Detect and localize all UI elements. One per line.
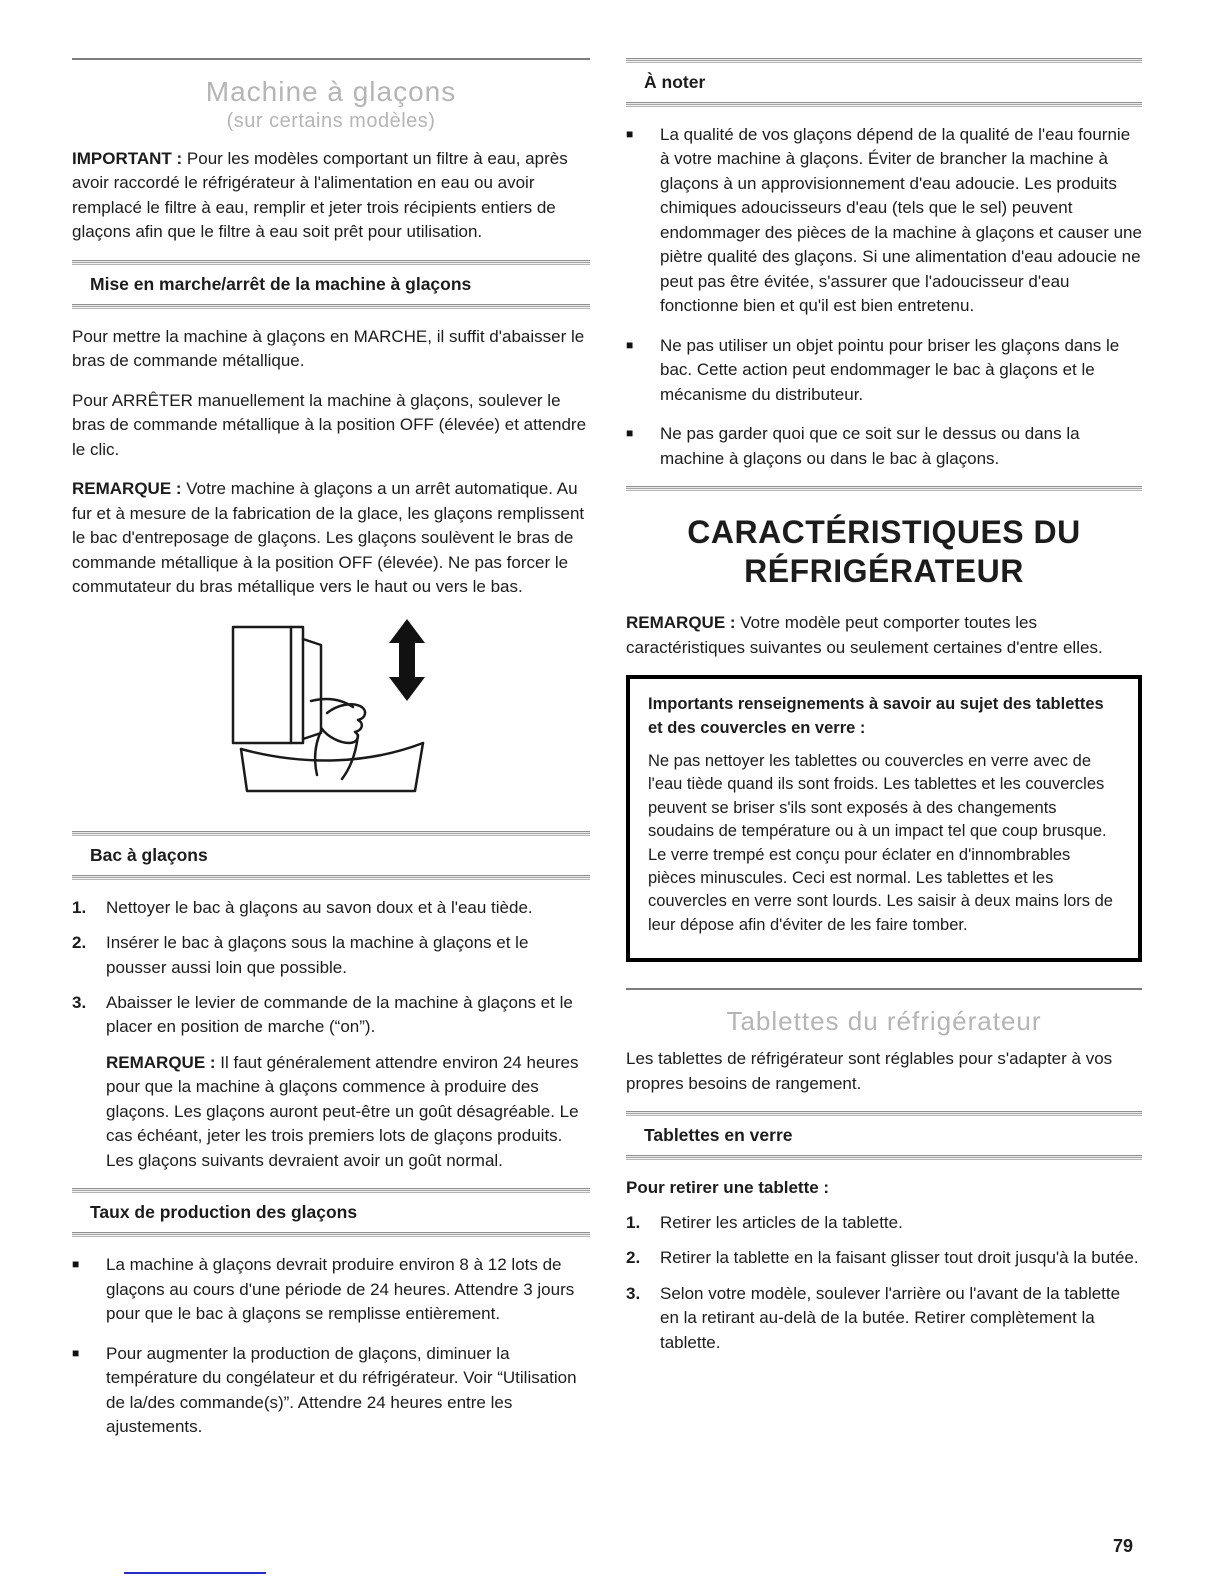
list-item: 3. Abaisser le levier de commande de la machine à glaçons et le placer en position de marche (“on”). <box>72 991 590 1040</box>
divider <box>72 1232 590 1237</box>
list-number: 1. <box>72 897 87 917</box>
paragraph-features-note: REMARQUE : Votre modèle peut comporter toutes les caractéristiques suivantes ou seulement certaines d'entre elles. <box>626 613 1103 657</box>
paragraph-ice-bin-note: REMARQUE : Il faut généralement attendre environ 24 heures pour que la machine à glaçons commence à produire des glaçons. Les glaçons auront peut-être un goût désagréable. Le cas échéant, jeter les trois premiers lots de glaçons produits. Les glaçons suivants devraient avoir un goût normal. <box>106 1052 579 1170</box>
divider <box>626 988 1142 990</box>
section-title-shelves: Tablettes du réfrigérateur <box>726 1006 1042 1037</box>
bullet-item: ■ Pour augmenter la production de glaçons, diminuer la température du congélateur et du réfrigérateur. Voir “Utilisation de la/des commande(s)”. Attendre 24 heures entre les ajustements. <box>72 1342 590 1440</box>
important-label: IMPORTANT : <box>72 149 183 168</box>
production-bullets <box>72 1253 590 1439</box>
section-production <box>72 1188 590 1237</box>
section-heading-notes: À noter <box>644 72 706 92</box>
bullet-icon: ■ <box>626 426 634 441</box>
remark-label: REMARQUE : <box>626 613 736 633</box>
bullet-icon: ■ <box>72 1345 80 1360</box>
bullet-icon: ■ <box>72 1257 80 1272</box>
list-item: 1. Nettoyer le bac à glaçons au savon doux et à l'eau tiède. <box>72 896 590 920</box>
remark-label: REMARQUE : <box>106 1052 216 1072</box>
list-number: 2. <box>626 1248 641 1268</box>
bullet-icon: ■ <box>626 337 634 352</box>
bullet-item: ■ Ne pas utiliser un objet pointu pour briser les glaçons dans le bac. Cette action peut endommager le bac à glaçons et le mécanisme du distributeur. <box>626 334 1142 407</box>
list-item: 2. Retirer la tablette en la faisant glisser tout droit jusqu'à la butée. <box>626 1246 1142 1270</box>
section-title-ice-maker: Machine à glaçons <box>205 76 457 107</box>
list-number: 2. <box>72 933 87 953</box>
section-heading-ice-bin: Bac à glaçons <box>90 844 208 865</box>
paragraph-important: IMPORTANT : Pour les modèles comportant un filtre à eau, après avoir raccordé le réfrigérateur à l'alimentation en eau ou avoir remplacé le filtre à eau, remplir et jeter trois récipients entiers de glaçons afin que le filtre à eau soit prêt pour utilisation. <box>72 149 568 242</box>
remove-shelf-heading: Pour retirer une tablette : <box>626 1178 830 1198</box>
bullet-item: ■ La machine à glaçons devrait produire environ 8 à 12 lots de glaçons au cours d'une période de 24 heures. Attendre 3 jours pour que le bac à glaçons se remplisse entièrement. <box>72 1253 590 1326</box>
ice-bin-steps <box>72 896 590 1040</box>
section-notes <box>626 58 1142 107</box>
list-number: 1. <box>626 1212 641 1232</box>
page-title-features: CARACTÉRISTIQUES DU RÉFRIGÉRATEUR <box>687 514 1081 590</box>
page-number: 79 <box>1113 1536 1134 1556</box>
ice-maker-illustration <box>211 615 451 813</box>
section-on-off <box>72 260 590 309</box>
bullet-item: ■ Ne pas garder quoi que ce soit sur le dessus ou dans la machine à glaçons ou dans le bac à glaçons. <box>626 422 1142 471</box>
remove-shelf-steps <box>626 1211 1142 1355</box>
section-glass-shelves <box>626 1111 1142 1160</box>
divider <box>626 1155 1142 1160</box>
list-item: 1. Retirer les articles de la tablette. <box>626 1211 1142 1235</box>
paragraph-auto-off: REMARQUE : Votre machine à glaçons a un arrêt automatique. Au fur et à mesure de la fabrication de la glace, les glaçons remplissent le bac d'entreposage de glaçons. Les glaçons soulèvent le bras de commande métallique à la position OFF (élevée). Ne pas forcer le commutateur du bras métallique vers le haut ou vers le bas. <box>72 479 585 597</box>
notes-bullets <box>626 123 1142 471</box>
list-number: 3. <box>72 992 87 1012</box>
section-heading-on-off: Mise en marche/arrêt de la machine à glaçons <box>90 273 472 294</box>
divider <box>72 304 590 309</box>
up-down-arrow-icon <box>389 619 425 701</box>
divider <box>626 486 1142 491</box>
left-column <box>72 58 590 1455</box>
section-heading-glass-shelves: Tablettes en verre <box>644 1125 793 1146</box>
warning-box-body: Ne pas nettoyer les tablettes ou couvercles en verre avec de l'eau tiède quand ils sont froids. Les tablettes et les couvercles peuvent se briser s'ils sont exposés à des changements soudains de température ou à un impact tel que coup brusque. Le verre trempé est conçu pour éclater en d'innombrables pièces minuscules. Ceci est normal. Les tablettes et les couvercles en verre sont lourds. Les saisir à deux mains lors de leur dépose afin d'éviter de les faire tomber. <box>648 751 1113 934</box>
footer-link-line[interactable] <box>124 1572 266 1574</box>
divider <box>626 102 1142 107</box>
warning-box-heading: Importants renseignements à savoir au sujet des tablettes et des couvercles en verre : <box>648 695 1104 737</box>
list-number: 3. <box>626 1283 641 1303</box>
list-item: 2. Insérer le bac à glaçons sous la machine à glaçons et le pousser aussi loin que possible. <box>72 931 590 980</box>
paragraph-off: Pour ARRÊTER manuellement la machine à glaçons, soulever le bras de commande métallique à la position OFF (élevée) et attendre le clic. <box>72 390 587 459</box>
remark-label: REMARQUE : <box>72 479 182 499</box>
top-divider <box>72 58 590 60</box>
paragraph-shelves-intro: Les tablettes de réfrigérateur sont réglables pour s'adapter à vos propres besoins de rangement. <box>626 1049 1113 1093</box>
paragraph-on: Pour mettre la machine à glaçons en MARCHE, il suffit d'abaisser le bras de commande métallique. <box>72 326 585 371</box>
right-column <box>626 58 1142 1366</box>
divider <box>72 875 590 880</box>
list-item: 3. Selon votre modèle, soulever l'arrière ou l'avant de la tablette en la retirant au-delà de la butée. Retirer complètement la tablette. <box>626 1282 1142 1355</box>
bullet-icon: ■ <box>626 127 634 141</box>
section-ice-bin <box>72 831 590 880</box>
glass-shelf-warning-box <box>626 675 1142 962</box>
section-subtitle-models: (sur certains modèles) <box>226 110 436 132</box>
bullet-item: ■ La qualité de vos glaçons dépend de la qualité de l'eau fournie à votre machine à glaçons. Éviter de brancher la machine à glaçons à un approvisionnement d'eau adoucie. Les produits chimiques adoucisseurs d'eau (tels que le sel) peuvent endommager des pièces de la machine à glaçons et causer une piètre qualité des glaçons. Si une alimentation d'eau adoucie ne peut pas être évitée, s'assurer que l'adoucisseur d'eau fonctionne bien et qu'il est bien entretenu. <box>626 123 1142 319</box>
section-heading-production: Taux de production des glaçons <box>90 1202 358 1223</box>
